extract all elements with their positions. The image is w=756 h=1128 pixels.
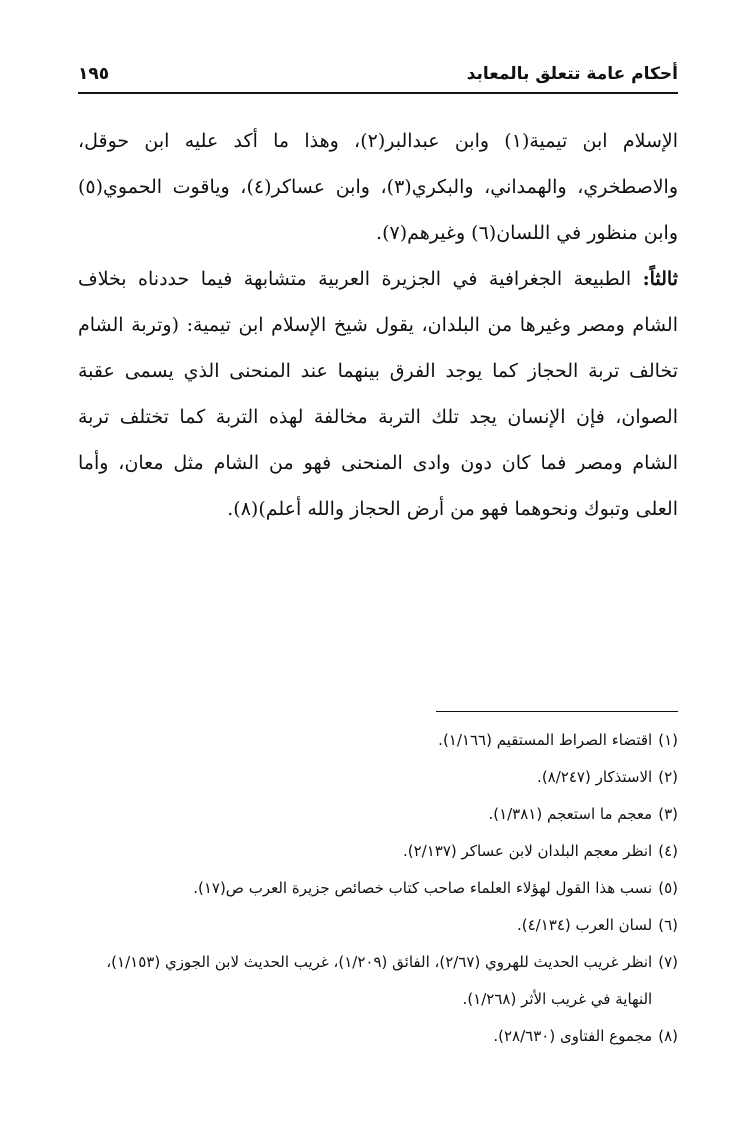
- paragraph-1: الإسلام ابن تيمية(١) وابن عبدالبر(٢)، وهذا ما أكد عليه ابن حوقل، والاصطخري، والهمداني، والبكري(٣)، وابن عساكر(٤)، وياقوت الحموي(٥) وابن منظور في اللسان(٦) وغيرهم(٧).: [78, 130, 678, 244]
- footnote-number: (٣): [658, 805, 678, 823]
- footnote-4: [78, 833, 678, 870]
- footnote-number: (٨): [658, 1027, 678, 1045]
- footnotes-list: [78, 722, 678, 1055]
- footnote-3: [78, 796, 678, 833]
- footnote-divider: [436, 711, 678, 712]
- footnote-text: انظر معجم البلدان لابن عساكر (٢/١٣٧).: [403, 842, 653, 860]
- footnote-text: اقتضاء الصراط المستقيم (١/١٦٦).: [438, 731, 653, 749]
- footnote-6: [78, 907, 678, 944]
- footnote-number: (٤): [658, 842, 678, 860]
- paragraph-2-lead: ثالثاً:: [642, 268, 678, 290]
- page-number: ١٩٥: [78, 64, 110, 84]
- footnote-text: انظر غريب الحديث للهروي (٢/٦٧)، الفائق (١/٢٠٩)، غريب الحديث لابن الجوزي (١/١٥٣)، النهاية في غريب الأثر (١/٢٦٨).: [106, 953, 653, 1008]
- footnote-number: (٥): [658, 879, 678, 897]
- footnote-text: مجموع الفتاوى (٢٨/٦٣٠).: [493, 1027, 653, 1045]
- footnote-number: (١): [658, 731, 678, 749]
- footnote-number: (٢): [658, 768, 678, 786]
- paragraph-2-text: الطبيعة الجغرافية في الجزيرة العربية متشابهة فيما حددناه بخلاف الشام ومصر وغيرها من البلدان، يقول شيخ الإسلام ابن تيمية: (وتربة الشام تخالف تربة الحجاز كما يوجد الفرق بينهما عند المنحنى الذي يسمى عقبة الصوان، فإن الإنسان يجد تلك التربة مخالفة لهذه التربة كما تختلف تربة الشام ومصر فما كان دون وادى المنحنى فهو من الشام مثل معان، وأما العلى وتبوك ونحوهما فهو من أرض الحجاز والله أعلم)(٨).: [78, 268, 678, 520]
- footnote-5: [78, 870, 678, 907]
- footnote-number: (٧): [658, 953, 678, 971]
- footnote-text: الاستذكار (٨/٢٤٧).: [537, 768, 653, 786]
- running-title: أحكام عامة تتعلق بالمعابد: [466, 64, 678, 84]
- main-text: [78, 118, 678, 532]
- footnote-text: لسان العرب (٤/١٣٤).: [517, 916, 653, 934]
- footnote-number: (٦): [658, 916, 678, 934]
- footnote-1: [78, 722, 678, 759]
- footnote-7: [78, 944, 678, 1018]
- paragraph-2: [78, 256, 678, 532]
- footnote-2: [78, 759, 678, 796]
- page-header: [78, 56, 678, 94]
- footnote-text: معجم ما استعجم (١/٣٨١).: [488, 805, 653, 823]
- footnote-8: [78, 1018, 678, 1055]
- footnote-text: نسب هذا القول لهؤلاء العلماء صاحب كتاب خصائص جزيرة العرب ص(١٧).: [193, 879, 653, 897]
